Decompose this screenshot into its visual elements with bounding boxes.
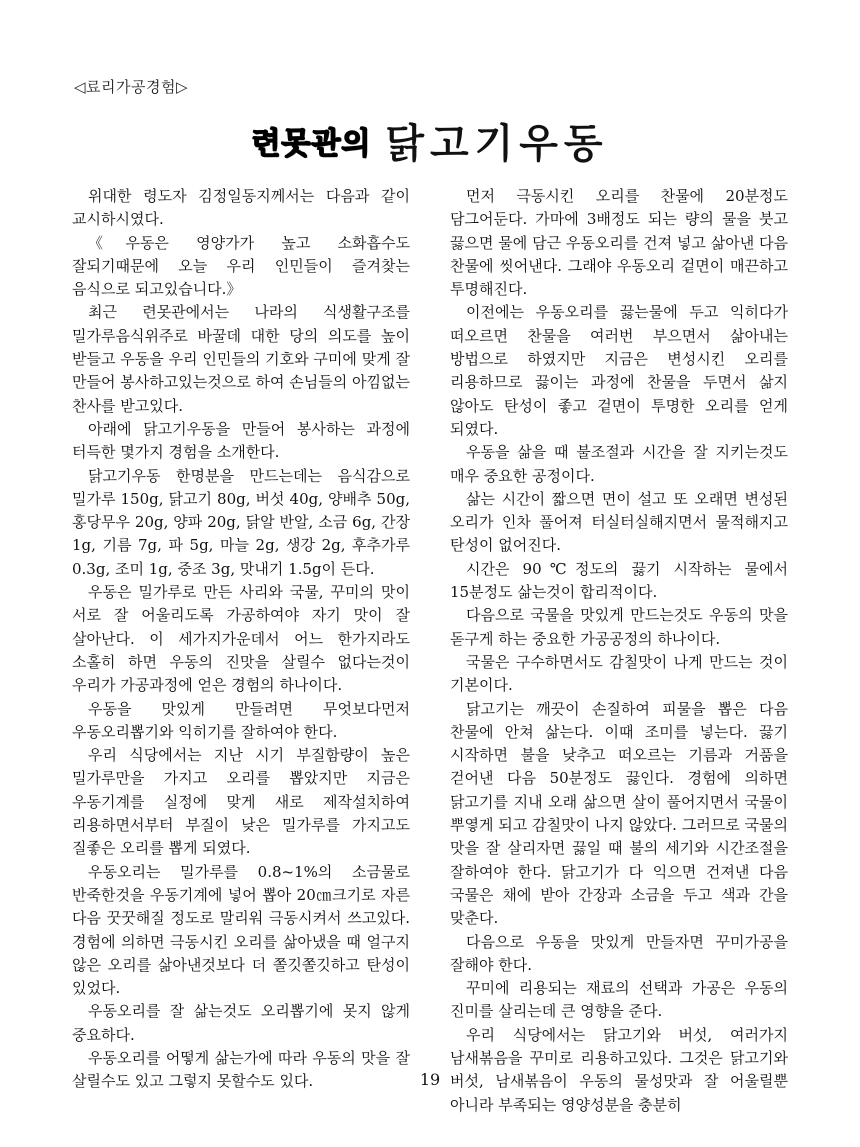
section-tag: ◁료리가공경험▷: [74, 78, 189, 96]
paragraph: 닭고기우동 한명분을 만드는데는 음식감으로 밀가루 150g, 닭고기 80g, 버섯 40g, 양배추 50g, 홍당무우 20g, 양파 20g, 닭알 반알, 소금 6g, 간장 1g, 기름 7g, 파 5g, 마늘 2g, 생강 2g, 후추가루 0.3g, 조미 1g, 중조 3g, 맛내기 1.5g이 든다.: [72, 466, 410, 578]
paragraph: 우동은 밀가루로 만든 사리와 국물, 꾸미의 맛이 서로 잘 어울리도록 가공하여야 자기 맛이 잘 살아난다. 이 세가지가운데서 어느 한가지라도 소홀히 하면 우동의 진맛을 살릴수 없다는것이 우리가 가공과정에 얻은 경험의 하나이다.: [72, 583, 410, 695]
headline-title: 닭고기우동: [385, 121, 609, 167]
paragraph: 최근 련못관에서는 나라의 식생활구조를 밀가루음식위주로 바꿀데 대한 당의 의도를 높이 받들고 우동을 우리 인민들의 기호와 구미에 맞게 잘 만들어 봉사하고있는것으로 하여 손님들의 아낌없는 찬사를 받고있다.: [72, 303, 410, 415]
paragraph: 우동오리는 밀가루를 0.8~1%의 소금물로 반죽한것을 우동기계에 넣어 뽑아 20㎝크기로 자른 다음 꿋꿋해질 정도로 말리워 극동시켜서 쓰고있다. 경험에 의하면 극동시킨 오리를 삶아냈을 때 얼구지 않은 오리를 삶아낸것보다 더 쫄깃쫄깃하고 탄성이 있었다.: [72, 862, 410, 998]
paragraph: 우리 식당에서는 닭고기와 버섯, 여러가지 남새볶음을 꾸미로 리용하고있다. 그것은 닭고기와 버섯, 남새볶음이 우동의 물성맛과 잘 어울릴뿐 아니라 부족되는 영양성분을 충분히: [450, 1025, 788, 1114]
paragraph: 다음으로 국물을 맛있게 만드는것도 우동의 맛을 돋구게 하는 중요한 가공공정의 하나이다.: [450, 606, 788, 648]
article-headline: [0, 112, 860, 172]
paragraph: 먼저 극동시킨 오리를 찬물에 20분정도 담그어둔다. 가마에 3배정도 되는 량의 물을 붓고 끓으면 물에 담근 우동오리를 건져 넣고 삶아낸 다음 찬물에 씻어낸다. 그래야 우동오리 겉면이 매끈하고 투명해진다.: [450, 187, 788, 299]
headline-prefix: 련못관의: [251, 126, 372, 162]
paragraph: 아래에 닭고기우동을 만들어 봉사하는 과정에 터득한 몇가지 경험을 소개한다.: [72, 419, 410, 462]
paragraph: 우동을 맛있게 만들려면 무엇보다먼저 우동오리뽑기와 익히기를 잘하여야 한다.: [72, 699, 410, 741]
paragraph: 시간은 90℃정도의 끓기 시작하는 물에서 15분정도 삶는것이 합리적이다.: [450, 559, 788, 602]
paragraph: 우동오리를 어떻게 삶는가에 따라 우동의 맛을 잘 살릴수도 있고 그렇지 못할수도 있다.: [72, 1048, 410, 1091]
paragraph: 삶는 시간이 짧으면 면이 설고 또 오래면 변성된 오리가 인차 풀어져 터실터실해지면서 물적해지고 탄성이 없어진다.: [450, 489, 788, 555]
left-column: [72, 185, 410, 1094]
paragraph: 꾸미에 리용되는 재료의 선택과 가공은 우동의 진미를 살리는데 큰 영향을 준다.: [450, 979, 788, 1021]
paragraph: 다음으로 우동을 맛있게 만들자면 꾸미가공을 잘해야 한다.: [450, 932, 788, 974]
quote-paragraph: 《우동은 영양가가 높고 소화흡수도 잘되기때문에 오늘 우리 인민들이 즐겨찾는 음식으로 되고있습니다.》: [72, 233, 410, 299]
paragraph: 우리 식당에서는 지난 시기 부질함량이 높은 밀가루만을 가지고 오리를 뽑았지만 지금은 우동기계를 실정에 맞게 새로 제작설치하여 리용하면서부터 부질이 낮은 밀가루를 가지고도 질좋은 오리를 뽑게 되였다.: [72, 746, 410, 858]
paragraph: 국물은 구수하면서도 감칠맛이 나게 만드는 것이 기본이다.: [450, 652, 788, 695]
paragraph: 위대한 령도자 김정일동지께서는 다음과 같이 교시하시였다.: [72, 187, 410, 229]
paragraph: 이전에는 우동오리를 끓는물에 두고 익히다가 떠오르면 찬물을 여러번 부으면서 삶아내는 방법으로 하였지만 지금은 변성시킨 오리를 리용하므로 끓이는 과정에 찬물을 두면서 삶지 않아도 탄성이 좋고 겉면이 투명한 오리를 얻게 되였다.: [450, 303, 788, 438]
paragraph: 우동오리를 잘 삶는것도 오리뽑기에 못지 않게 중요하다.: [72, 1002, 410, 1044]
paragraph: 우동을 삶을 때 불조절과 시간을 잘 지키는것도 매우 중요한 공정이다.: [450, 443, 788, 485]
paragraph: 닭고기는 깨끗이 손질하여 피물을 뽑은 다음 찬물에 안쳐 삶는다. 이때 조미를 넣는다. 끓기 시작하면 불을 낮추고 떠오르는 기름과 거품을 걷어낸 다음 50분정도 끓인다. 경험에 의하면 닭고기를 지내 오래 삶으면 살이 풀어지면서 국물이 뿌옇게 되고 감칠맛이 나지 않았다. 그러므로 국물의 맛을 잘 살리자면 끓일 때 불의 세기와 시간조절을 잘하여야 한다. 닭고기가 다 익으면 건져낸 다음 국물은 채에 받아 간장과 소금을 두고 색과 간을 맞춘다.: [450, 699, 788, 928]
right-column: [450, 185, 788, 1117]
page-number: 19: [419, 1070, 441, 1089]
